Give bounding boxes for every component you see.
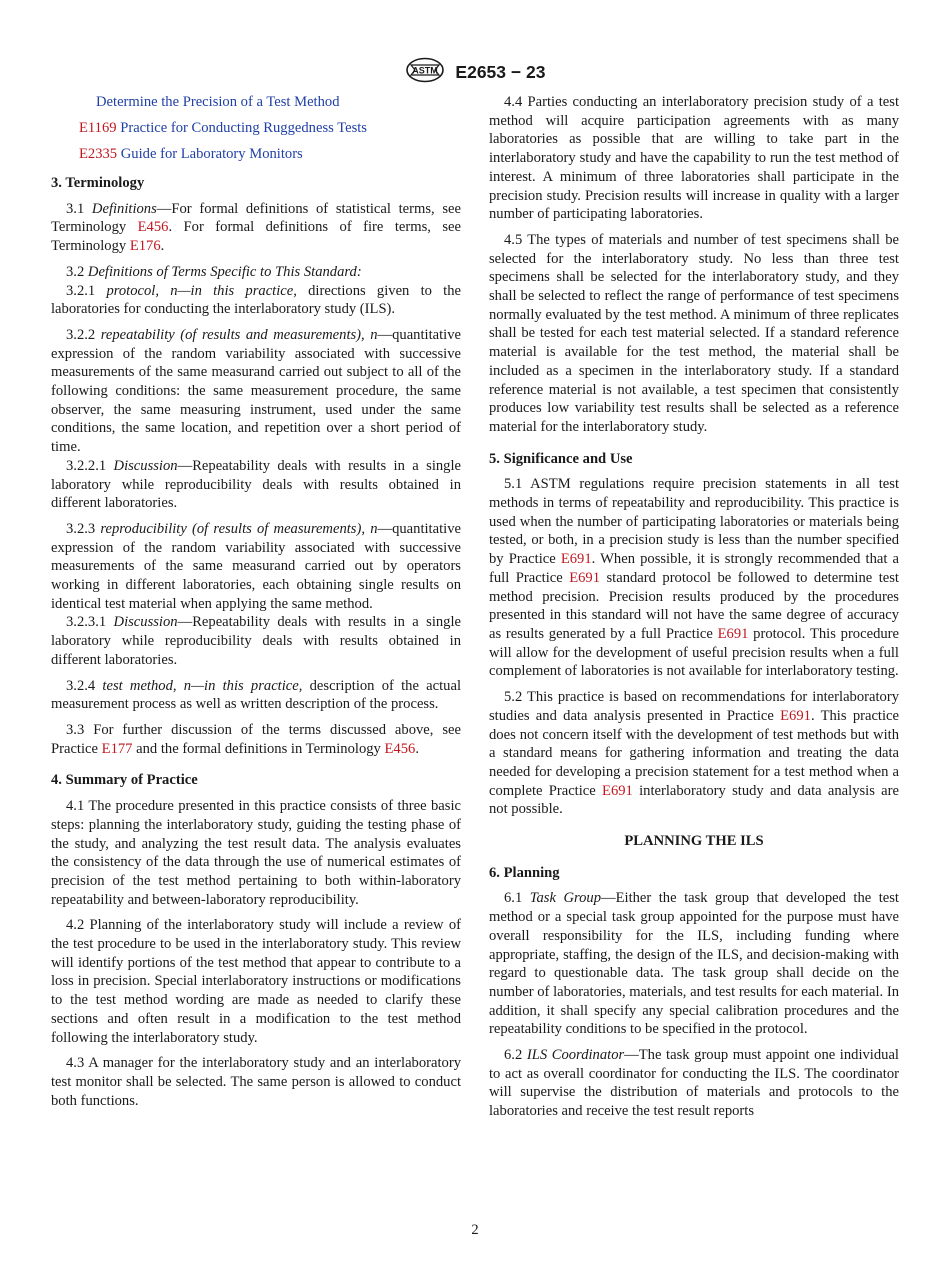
section-heading-terminology: 3. Terminology <box>51 175 145 191</box>
paragraph-6-2: 6.2 ILS Coordinator—The task group must appoint one individual to act as overall coordinator for conducting the ILS. The coordinator will supervise the distribution of materials and protocols to the laboratories and receive the test result reports <box>489 1047 899 1120</box>
svg-text:ASTM: ASTM <box>411 65 438 76</box>
referenced-document-e2335[interactable]: E2335 Guide for Laboratory Monitors <box>79 146 303 162</box>
paragraph-3-3: 3.3 For further discussion of the terms discussed above, see Practice E177 and the formal definitions in Terminology E456. <box>51 721 462 757</box>
section-heading-significance: 5. Significance and Use <box>489 450 633 467</box>
ref-link-e456[interactable]: E456 <box>137 219 169 236</box>
paragraph-3-2-1: 3.2.1 protocol, n—in this practice, directions given to the laboratories for conducting the interlaboratory study (ILS). <box>51 282 461 318</box>
paragraph-4-1: 4.1 The procedure presented in this practice consists of three basic steps: planning the interlaboratory study, guiding the testing phase of the study, and analyzing the test result data. The analysis evaluates the consistency of the data through the use of numerical estimates of precision of the test method pertaining to both within-laboratory repeatability and between-laboratory reproducibility. <box>51 798 461 908</box>
ref-link-e691[interactable]: E691 <box>560 551 592 568</box>
ref-link-e691[interactable]: E691 <box>780 707 811 724</box>
paragraph-3-2-3: 3.2.3 reproducibility (of results of measurements), n—quantitative expression of the random variability associated with successive measurements of the same measurand carried out by operators working in different laboratories, each obtaining single results on identical test material when applying the same method. <box>51 520 461 612</box>
paragraph-3-2-3-1: 3.2.3.1 Discussion—Repeatability deals with results in a single laboratory while reproducibility deals with results obtained in different laboratories. <box>51 614 461 668</box>
paragraph-3-2-4: 3.2.4 test method, n—in this practice, description of the actual measurement process as well as written description of the process. <box>51 677 461 713</box>
paragraph-4-2: 4.2 Planning of the interlaboratory study will include a review of the test procedure to be used in the interlaboratory study. This review will identify portions of the test method that appear to contribute to a loss in precision. Special interlaboratory instructions or modifications to the test method wording are made as needed to clarify these sections and often result in a modification to the test method following the interlaboratory study. <box>51 917 461 1046</box>
ref-link-e176[interactable]: E176 <box>129 238 161 255</box>
paragraph-3-2-2: 3.2.2 repeatability (of results and measurements), n—quantitative expression of the random variability associated with successive measurements of the same measurand carried out subject to all of the following conditions: the same measurement procedure, the same observer, the same measuring instrument, used under the same conditions, the same location, and repetition over a short period of time. <box>51 326 461 456</box>
paragraph-4-4: 4.4 Parties conducting an interlaboratory precision study of a test method will acquire participation agreements with as many laboratories as possible that are willing to take part in the interlaboratory study and have the capability to run the test method of interest. A minimum of three laboratories shall participate in the precision study. Precision results will increase in quality with a larger number of participating laboratories. <box>489 94 899 223</box>
paragraph-6-1: 6.1 Task Group—Either the task group that developed the test method or a special task group appointed for the purpose must have overall responsibility for the ILS, including funding where appropriate, staffing, the design of the ILS, and decision-making with regard to questionable data. The task group shall decide on the number of laboratories, materials, and test results for each material. In addition, it shall specify any special calibration procedures and the repeatability conditions to be specified in the protocol. <box>489 890 899 1038</box>
astm-logo-icon <box>405 57 445 88</box>
referenced-document-e1169[interactable]: E1169 Practice for Conducting Ruggedness Tests <box>79 120 367 136</box>
section-heading-summary: 4. Summary of Practice <box>51 772 198 789</box>
page-header <box>0 57 950 88</box>
ref-link-e691[interactable]: E691 <box>717 625 749 642</box>
paragraph-3-2: 3.2 Definitions of Terms Specific to This Standard: <box>66 263 362 280</box>
left-column <box>51 93 461 1117</box>
ref-link-e691[interactable]: E691 <box>569 569 601 586</box>
paragraph-5-2: 5.2 This practice is based on recommendations for interlaboratory studies and data analysis presented in Practice E691. This practice does not concern itself with the development of test methods but with a standard means for gathering information and treating the data needed for developing a precision statement for a test method when a complete Practice E691 interlaboratory study and data analysis are not possible. <box>489 689 899 818</box>
right-column <box>489 93 899 1128</box>
paragraph-4-5: 4.5 The types of materials and number of test specimens shall be selected for the interlaboratory study. No less than three test specimens shall be selected for the interlaboratory study, and they shall be selected to reflect the range of performance of test specimens normally evaluated by the test method. A minimum of three replicates shall be tested for each test material selected. If a standard reference material is available for the test method, the material shall be included as a specimen in the interlaboratory study. If a standard reference material is not available, a test specimen that consistently produces low variability test results shall be selected as a reference material for the interlaboratory study. <box>489 231 899 435</box>
paragraph-3-2-2-1: 3.2.2.1 Discussion—Repeatability deals with results in a single laboratory while reproducibility deals with results obtained in different laboratories. <box>51 457 461 512</box>
paragraph-3-1: 3.1 Definitions—For formal definitions of statistical terms, see Terminology E456. For formal definitions of fire terms, see Terminology E176. <box>51 200 461 255</box>
ref-link-e691[interactable]: E691 <box>602 782 633 799</box>
paragraph-4-3: 4.3 A manager for the interlaboratory study and an interlaboratory test monitor shall be selected. The same person is allowed to conduct both functions. <box>51 1055 461 1109</box>
ref-link-e177[interactable]: E177 <box>101 740 133 757</box>
section-heading-planning: 6. Planning <box>489 864 560 881</box>
part-title-planning-ils: PLANNING THE ILS <box>624 833 764 850</box>
standard-designation: E2653 − 23 <box>455 62 546 82</box>
referenced-document-continued[interactable]: Determine the Precision of a Test Method <box>96 94 340 110</box>
paragraph-5-1: 5.1 ASTM regulations require precision statements in all test methods in terms of repeatability and reproducibility. This practice is used when the number of participating laboratories or materials being tested, or both, in a precision study is less than the number specified by Practice E691. When possible, it is strongly recommended that a full Practice E691 standard protocol be followed to determine test method precision. Precision results produced by the procedures presented in this standard will not have the same degree of accuracy as results generated by a full Practice E691 protocol. This procedure will allow for the development of useful precision results when a full complement of laboratories is not available for interlaboratory testing. <box>489 476 899 680</box>
page-number: 2 <box>471 1222 479 1238</box>
ref-link-e456[interactable]: E456 <box>384 740 416 757</box>
